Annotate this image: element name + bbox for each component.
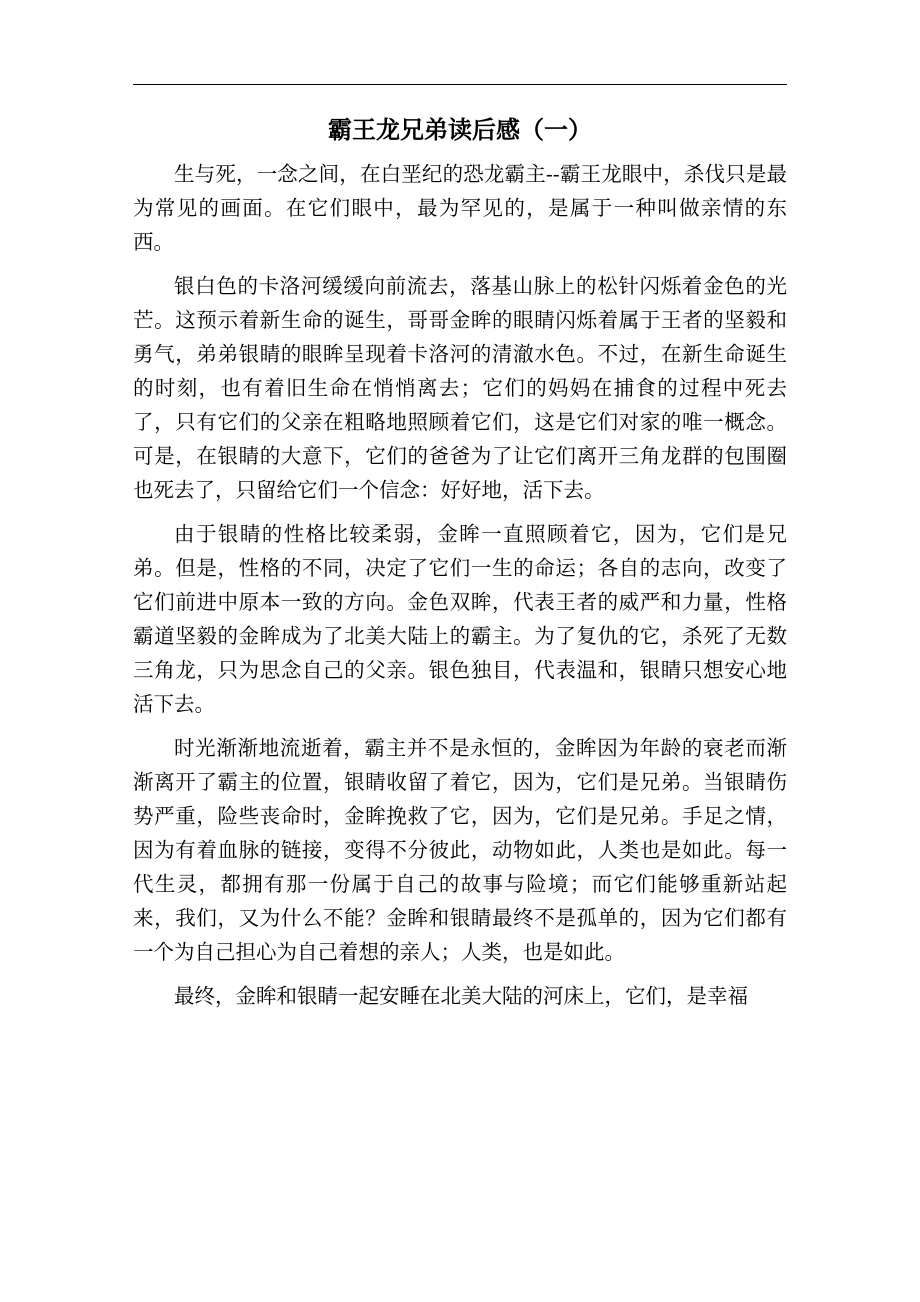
- paragraph-4: 时光渐渐地流逝着，霸主并不是永恒的，金眸因为年龄的衰老而渐渐离开了霸主的位置，银睛收留了着它，因为，它们是兄弟。当银睛伤势严重，险些丧命时，金眸挽救了它，因为，它们是兄弟。手足之情，因为有着血脉的链接，变得不分彼此，动物如此，人类也是如此。每一代生灵，都拥有那一份属于自己的故事与险境；而它们能够重新站起来，我们，又为什么不能？金眸和银睛最终不是孤单的，因为它们都有一个为自己担心为自己着想的亲人；人类，也是如此。: [133, 736, 787, 964]
- document-body: [133, 157, 787, 1023]
- paragraph-2: 银白色的卡洛河缓缓向前流去，落基山脉上的松针闪烁着金色的光芒。这预示着新生命的诞生，哥哥金眸的眼睛闪烁着属于王者的坚毅和勇气，弟弟银睛的眼眸呈现着卡洛河的清澈水色。不过，在新生命诞生的时刻，也有着旧生命在悄悄离去；它们的妈妈在捕食的过程中死去了，只有它们的父亲在粗略地照顾着它们，这是它们对家的唯一概念。可是，在银睛的大意下，它们的爸爸为了让它们离开三角龙群的包围圈也死去了，只留给它们一个信念：好好地，活下去。: [133, 274, 787, 502]
- paragraph-5: 最终，金眸和银睛一起安睡在北美大陆的河床上，它们，是幸福: [174, 984, 748, 1008]
- paragraph-1: 生与死，一念之间，在白垩纪的恐龙霸主--霸王龙眼中，杀伐只是最为常见的画面。在它们眼中，最为罕见的，是属于一种叫做亲情的东西。: [133, 162, 787, 254]
- document-title: 霸王龙兄弟读后感（一）: [328, 116, 592, 144]
- paragraph-3: 由于银睛的性格比较柔弱，金眸一直照顾着它，因为，它们是兄弟。但是，性格的不同，决定了它们一生的命运；各自的志向，改变了它们前进中原本一致的方向。金色双眸，代表王者的威严和力量，性格霸道坚毅的金眸成为了北美大陆上的霸主。为了复仇的它，杀死了无数三角龙，只为思念自己的父亲。银色独目，代表温和，银睛只想安心地活下去。: [133, 522, 787, 716]
- header-rule: [133, 84, 787, 85]
